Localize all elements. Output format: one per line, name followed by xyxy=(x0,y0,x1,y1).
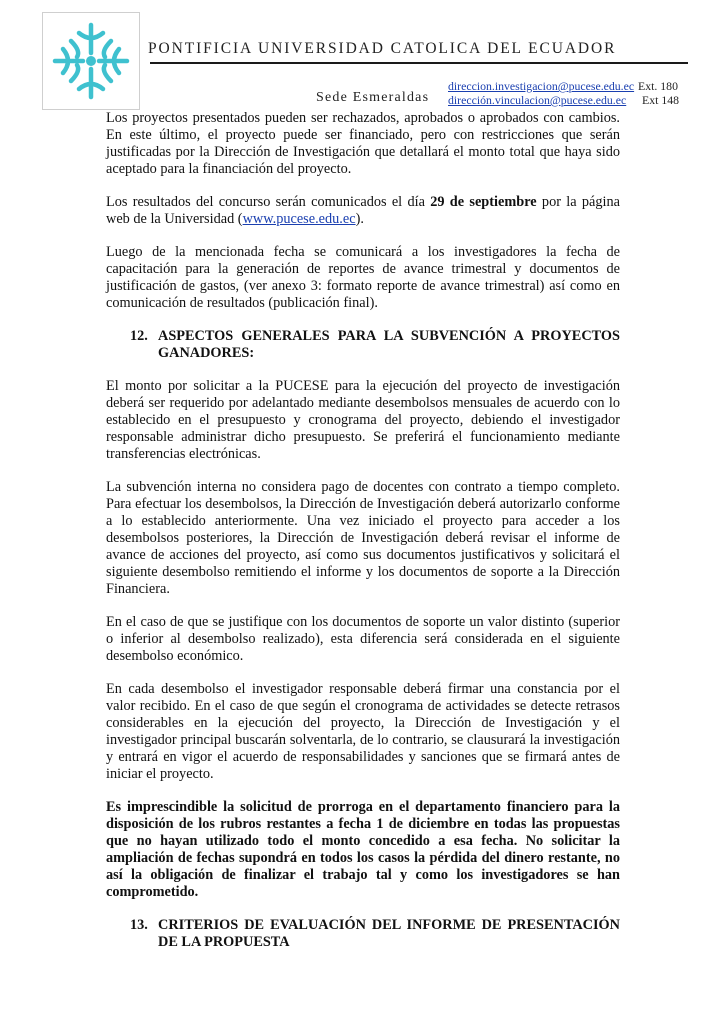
extension-vinculacion: Ext 148 xyxy=(642,93,680,107)
paragraph-proyectos: Los proyectos presentados pueden ser rechazados, aprobados o aprobados con cambios. En este último, el proyecto puede ser financiado, pero con restricciones que serán justificadas por la Dirección de Investigación que detallará el monto total que haya sido aceptado para la financiación del proyecto. xyxy=(106,110,620,177)
paragraph-monto: El monto por solicitar a la PUCESE para la ejecución del proyecto de investigación deberá ser requerido por adelantado mediante desembolsos mensuales de acuerdo con lo establecido en el presupuesto y cronograma del proyecto, debiendo el investigador responsable administrar dicho presupuesto. Se preferirá el funcionamiento mediante transferencias electrónicas. xyxy=(106,378,620,462)
contact-vinculacion xyxy=(448,93,680,108)
contact-investigacion xyxy=(448,79,678,94)
resultados-text-mid: por la página web de la Universidad ( xyxy=(106,194,621,227)
resultados-text-end: ). xyxy=(355,211,364,227)
university-name: PONTIFICIA UNIVERSIDAD CATOLICA DEL ECUADOR xyxy=(148,40,617,57)
university-logo xyxy=(42,12,140,110)
section-number: 12. xyxy=(130,328,148,344)
paragraph-capacitacion: Luego de la mencionada fecha se comunicará a los investigadores la fecha de capacitación para la generación de reportes de avance trimestral y documentos de justificación de gastos, (ver anexo 3: formato reporte de avance trimestral) así como en comunicación de resultados (publicación final). xyxy=(106,244,620,311)
section-title: ASPECTOS GENERALES PARA LA SUBVENCIÓN A PROYECTOS GANADORES: xyxy=(158,328,620,361)
email-link-vinculacion[interactable]: dirección.vinculacion@pucese.edu.ec xyxy=(448,93,627,107)
document-body xyxy=(106,110,620,967)
email-link-investigacion[interactable]: direccion.investigacion@pucese.edu.ec xyxy=(448,79,635,93)
header-rule xyxy=(150,62,688,64)
resultados-date: 29 de septiembre xyxy=(430,194,537,210)
paragraph-constancia: En cada desembolso el investigador responsable deberá firmar una constancia por el valor recibido. En el caso de que según el cronograma de actividades se detecte retrasos considerables en la ejecución del proyecto, la Dirección de Investigación y el investigador principal buscarán solventarla, de lo contrario, se clausurará la investigación y entrará en vigor el acuerdo de responsabilidades y sanciones que se firmará antes de iniciar el proyecto. xyxy=(106,681,620,782)
paragraph-subvencion: La subvención interna no considera pago de docentes con contrato a tiempo completo. Para efectuar los desembolsos, la Dirección de Investigación deberá autorizarlo conforme a lo establecido anteriormente. Una vez iniciado el proyecto para acceder a los desembolsos posteriores, la Dirección de Investigación deberá revisar el informe de avance de acciones del proyecto, así como sus documentos justificativos y solicitará el siguiente desembolso remitiendo el informe y los documentos de soporte a la Dirección Financiera. xyxy=(106,479,620,597)
website-link[interactable]: www.pucese.edu.ec xyxy=(242,211,356,227)
cross-logo-icon xyxy=(43,13,139,109)
paragraph-justificacion: En el caso de que se justifique con los documentos de soporte un valor distinto (superior o inferior al desembolso realizado), esta diferencia será considerada en el siguiente desembolso económico. xyxy=(106,614,620,664)
resultados-text: Los resultados del concurso serán comunicados el día xyxy=(106,194,431,210)
section-title: CRITERIOS DE EVALUACIÓN DEL INFORME DE PRESENTACIÓN DE LA PROPUESTA xyxy=(158,917,620,950)
section-13-heading xyxy=(130,917,620,951)
paragraph-resultados xyxy=(106,194,620,228)
paragraph-prorroga: Es imprescindible la solicitud de prorroga en el departamento financiero para la disposición de los rubros restantes a fecha 1 de diciembre en todas las propuestas que no hayan utilizado todo el monto concedido a esa fecha. No solicitar la ampliación de fechas supondrá en todos los casos la pérdida del dinero restante, no así la obligación de finalizar el trabajo tal y como los investigadores se han comprometido. xyxy=(106,799,620,900)
campus-name: Sede Esmeraldas xyxy=(316,90,430,105)
section-number: 13. xyxy=(130,917,148,933)
extension-investigacion: Ext. 180 xyxy=(638,79,678,93)
section-12-heading xyxy=(130,328,620,362)
